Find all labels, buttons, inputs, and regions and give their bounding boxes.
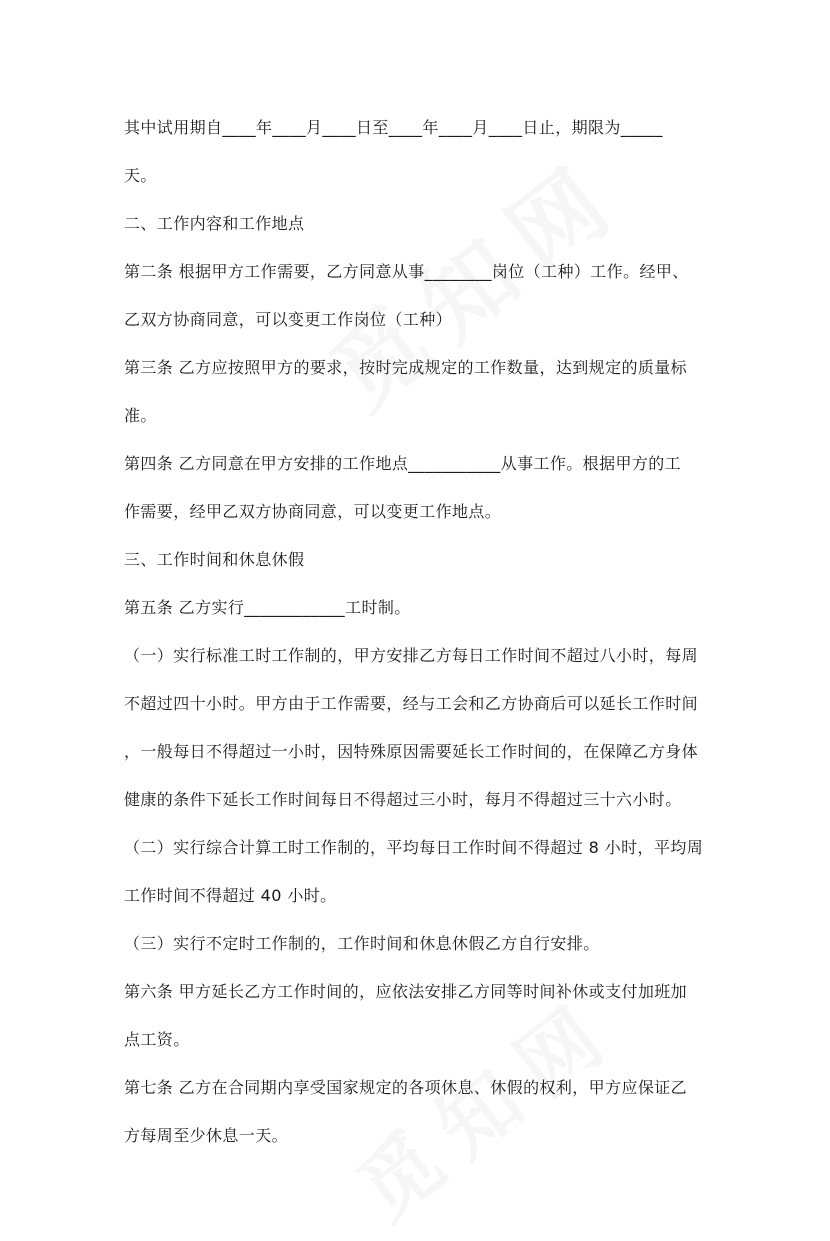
text-line: （一）实行标准工时工作制的，甲方安排乙方每日工作时间不超过八小时，每周 bbox=[124, 646, 699, 665]
text-line: 工作时间不得超过 40 小时。 bbox=[124, 886, 337, 905]
text-line: 作需要，经甲乙双方协商同意，可以变更工作地点。 bbox=[124, 502, 502, 521]
text-line: （二）实行综合计算工时工作制的，平均每日工作时间不得超过 8 小时，平均周 bbox=[124, 838, 704, 857]
text-line: 第二条 根据甲方工作需要，乙方同意从事________岗位（工种）工作。经甲、 bbox=[124, 262, 689, 281]
text-line: 健康的条件下延长工作时间每日不得超过三小时，每月不得超过三十六小时。 bbox=[124, 790, 682, 809]
text-line: 第四条 乙方同意在甲方安排的工作地点___________从事工作。根据甲方的工 bbox=[124, 454, 682, 473]
text-line: 其中试用期自____年____月____日至____年____月____日止，期限为_____ bbox=[124, 118, 663, 137]
text-line: 第七条 乙方在合同期内享受国家规定的各项休息、休假的权利，甲方应保证乙 bbox=[124, 1078, 688, 1097]
text-line: 天。 bbox=[124, 166, 157, 185]
text-line: 方每周至少休息一天。 bbox=[124, 1126, 289, 1145]
text-line: 点工资。 bbox=[124, 1030, 190, 1049]
text-line: 第五条 乙方实行____________工时制。 bbox=[124, 598, 411, 617]
document-body bbox=[124, 104, 714, 1160]
section-heading: 二、工作内容和工作地点 bbox=[124, 214, 305, 233]
text-line: 不超过四十小时。甲方由于工作需要，经与工会和乙方协商后可以延长工作时间 bbox=[124, 694, 699, 713]
text-line: （三）实行不定时工作制的，工作时间和休息休假乙方自行安排。 bbox=[124, 934, 600, 953]
text-line: 第三条 乙方应按照甲方的要求，按时完成规定的工作数量，达到规定的质量标 bbox=[124, 358, 688, 377]
section-heading: 三、工作时间和休息休假 bbox=[124, 550, 305, 569]
text-line: 第六条 甲方延长乙方工作时间的，应依法安排乙方同等时间补休或支付加班加 bbox=[124, 982, 688, 1001]
text-line: 乙双方协商同意，可以变更工作岗位（工种） bbox=[124, 310, 453, 329]
text-line: ，一般每日不得超过一小时，因特殊原因需要延长工作时间的，在保障乙方身体 bbox=[124, 742, 699, 761]
text-line: 准。 bbox=[124, 406, 157, 425]
